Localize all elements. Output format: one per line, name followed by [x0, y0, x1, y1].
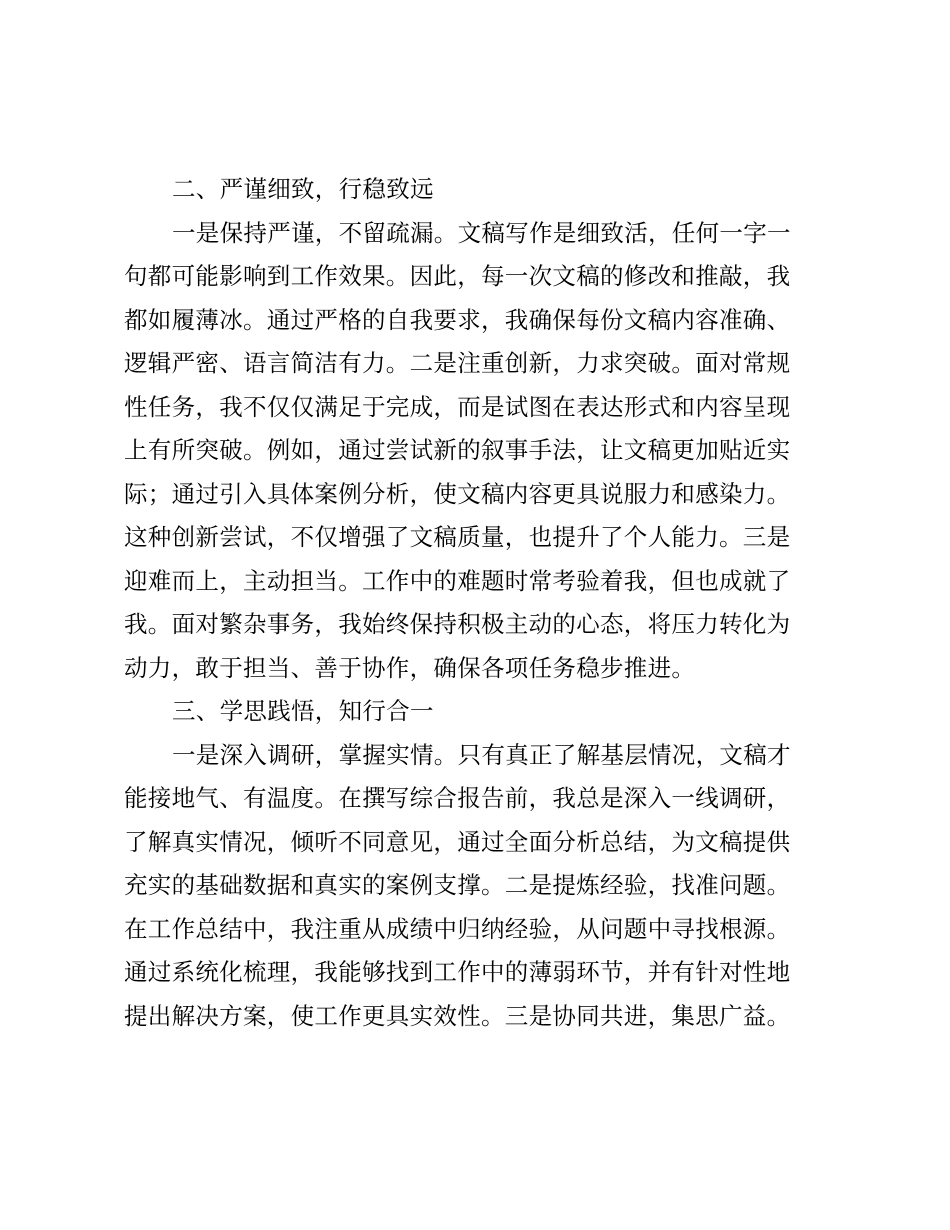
paragraph-line: 了解真实情况，倾听不同意见，通过全面分析总结，为文稿提供 [124, 827, 791, 856]
paragraph-line: 一是保持严谨，不留疏漏。文稿写作是细致活，任何一字一 [172, 218, 791, 247]
paragraph-line: 通过系统化梳理，我能够找到工作中的薄弱环节，并有针对性地 [124, 958, 791, 986]
paragraph-line: 上有所突破。例如，通过尝试新的叙事手法，让文稿更加贴近实 [124, 436, 791, 464]
document-body [124, 168, 836, 1038]
section-heading-3: 三、学思践悟，知行合一 [172, 697, 434, 725]
paragraph-line: 这种创新尝试，不仅增强了文稿质量，也提升了个人能力。三是 [124, 523, 791, 551]
paragraph-line: 性任务，我不仅仅满足于完成，而是试图在表达形式和内容呈现 [124, 392, 791, 421]
paragraph-line: 句都可能影响到工作效果。因此，每一次文稿的修改和推敲，我 [124, 262, 791, 290]
paragraph-line: 际；通过引入具体案例分析，使文稿内容更具说服力和感染力。 [124, 479, 791, 508]
paragraph-line: 动力，敢于担当、善于协作，确保各项任务稳步推进。 [124, 653, 696, 682]
paragraph-line: 都如履薄冰。通过严格的自我要求，我确保每份文稿内容准确、 [124, 305, 791, 334]
paragraph-line: 提出解决方案，使工作更具实效性。三是协同共进，集思广益。 [124, 1001, 791, 1030]
paragraph-line: 我。面对繁杂事务，我始终保持积极主动的心态，将压力转化为 [124, 610, 791, 638]
paragraph-line: 能接地气、有温度。在撰写综合报告前，我总是深入一线调研， [124, 784, 791, 812]
paragraph-line: 充实的基础数据和真实的案例支撑。二是提炼经验，找准问题。 [124, 871, 791, 899]
paragraph-line: 迎难而上，主动担当。工作中的难题时常考验着我，但也成就了 [124, 566, 791, 595]
paragraph-line: 在工作总结中，我注重从成绩中归纳经验，从问题中寻找根源。 [124, 914, 791, 943]
paragraph-line: 一是深入调研，掌握实情。只有真正了解基层情况，文稿才 [172, 740, 791, 769]
paragraph-line: 逻辑严密、语言简洁有力。二是注重创新，力求突破。面对常规 [124, 349, 791, 377]
section-heading-2: 二、严谨细致，行稳致远 [172, 175, 434, 203]
